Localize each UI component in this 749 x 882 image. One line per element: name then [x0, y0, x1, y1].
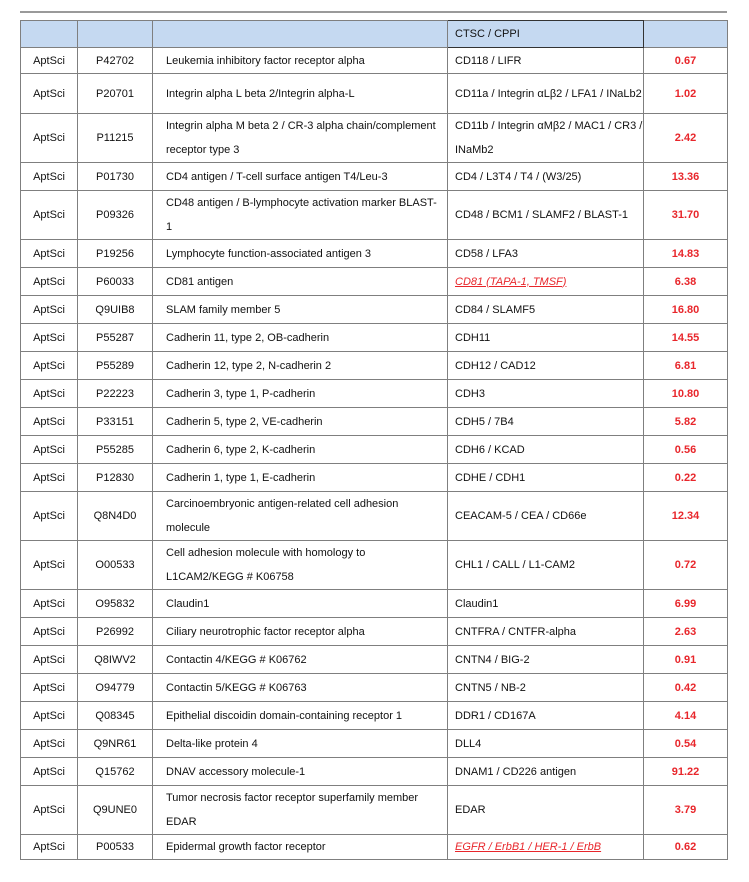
- header-row: [21, 21, 728, 48]
- accession-cell: O95832: [78, 590, 153, 618]
- source-cell: AptSci: [21, 758, 78, 786]
- gene-symbol-cell: EDAR: [448, 786, 644, 835]
- gene-symbol-cell: CDH3: [448, 380, 644, 408]
- value-cell: 4.14: [644, 702, 728, 730]
- value-cell: 1.02: [644, 74, 728, 114]
- table-row: [21, 674, 728, 702]
- value-cell: 6.81: [644, 352, 728, 380]
- gene-symbol-cell: CD11a / Integrin αLβ2 / LFA1 / INaLb2: [448, 74, 644, 114]
- source-cell: AptSci: [21, 674, 78, 702]
- protein-name-cell: Cadherin 12, type 2, N-cadherin 2: [153, 352, 448, 380]
- gene-symbol-cell: CNTN4 / BIG-2: [448, 646, 644, 674]
- source-cell: AptSci: [21, 464, 78, 492]
- top-rule: [20, 11, 727, 13]
- value-cell: 0.91: [644, 646, 728, 674]
- protein-name-cell: Delta-like protein 4: [153, 730, 448, 758]
- protein-name-cell: Integrin alpha M beta 2 / CR-3 alpha chain/complement receptor type 3: [153, 114, 448, 163]
- table-row: [21, 492, 728, 541]
- table-row: [21, 191, 728, 240]
- header-value: [644, 21, 728, 48]
- table-row: [21, 114, 728, 163]
- header-protein-name: [153, 21, 448, 48]
- gene-symbol-cell: DNAM1 / CD226 antigen: [448, 758, 644, 786]
- protein-name-cell: Cadherin 6, type 2, K-cadherin: [153, 436, 448, 464]
- table-row: [21, 730, 728, 758]
- source-cell: AptSci: [21, 835, 78, 860]
- gene-symbol-cell: CDH5 / 7B4: [448, 408, 644, 436]
- table-row: [21, 48, 728, 74]
- gene-symbol-cell: CDHE / CDH1: [448, 464, 644, 492]
- table-row: [21, 541, 728, 590]
- value-cell: 0.67: [644, 48, 728, 74]
- value-cell: 0.42: [644, 674, 728, 702]
- gene-symbol-cell: CD58 / LFA3: [448, 240, 644, 268]
- value-cell: 3.79: [644, 786, 728, 835]
- accession-cell: O94779: [78, 674, 153, 702]
- value-cell: 0.72: [644, 541, 728, 590]
- source-cell: AptSci: [21, 786, 78, 835]
- accession-cell: P00533: [78, 835, 153, 860]
- source-cell: AptSci: [21, 114, 78, 163]
- protein-name-cell: Epithelial discoidin domain-containing receptor 1: [153, 702, 448, 730]
- table-row: [21, 786, 728, 835]
- source-cell: AptSci: [21, 590, 78, 618]
- gene-symbol-cell: CD84 / SLAMF5: [448, 296, 644, 324]
- protein-name-cell: Leukemia inhibitory factor receptor alpha: [153, 48, 448, 74]
- accession-cell: P55287: [78, 324, 153, 352]
- accession-cell: Q9UNE0: [78, 786, 153, 835]
- value-cell: 0.62: [644, 835, 728, 860]
- accession-cell: P01730: [78, 163, 153, 191]
- table-row: [21, 163, 728, 191]
- gene-symbol-cell: [448, 835, 644, 860]
- table-row: [21, 296, 728, 324]
- header-source: [21, 21, 78, 48]
- table-row: [21, 464, 728, 492]
- value-cell: 14.83: [644, 240, 728, 268]
- table-row: [21, 758, 728, 786]
- source-cell: AptSci: [21, 268, 78, 296]
- gene-link[interactable]: EGFR / ErbB1 / HER-1 / ErbB: [455, 841, 602, 853]
- source-cell: AptSci: [21, 408, 78, 436]
- accession-cell: P09326: [78, 191, 153, 240]
- table-row: [21, 590, 728, 618]
- gene-symbol-cell: CD11b / Integrin αMβ2 / MAC1 / CR3 / INaMb2: [448, 114, 644, 163]
- protein-name-cell: Epidermal growth factor receptor: [153, 835, 448, 860]
- source-cell: AptSci: [21, 352, 78, 380]
- table-row: [21, 702, 728, 730]
- gene-symbol-cell: CDH11: [448, 324, 644, 352]
- gene-symbol-cell: DDR1 / CD167A: [448, 702, 644, 730]
- value-cell: 13.36: [644, 163, 728, 191]
- source-cell: AptSci: [21, 730, 78, 758]
- source-cell: AptSci: [21, 163, 78, 191]
- protein-name-cell: CD48 antigen / B-lymphocyte activation marker BLAST-1: [153, 191, 448, 240]
- gene-symbol-cell: CNTFRA / CNTFR-alpha: [448, 618, 644, 646]
- gene-link[interactable]: CD81 (TAPA-1, TMSF): [455, 275, 567, 288]
- source-cell: AptSci: [21, 296, 78, 324]
- accession-cell: P20701: [78, 74, 153, 114]
- accession-cell: P11215: [78, 114, 153, 163]
- protein-name-cell: Integrin alpha L beta 2/Integrin alpha-L: [153, 74, 448, 114]
- gene-symbol-cell: CHL1 / CALL / L1-CAM2: [448, 541, 644, 590]
- source-cell: AptSci: [21, 492, 78, 541]
- accession-cell: P26992: [78, 618, 153, 646]
- source-cell: AptSci: [21, 191, 78, 240]
- protein-name-cell: CD81 antigen: [153, 268, 448, 296]
- table-row: [21, 380, 728, 408]
- source-cell: AptSci: [21, 48, 78, 74]
- table-row: [21, 240, 728, 268]
- protein-name-cell: Cadherin 3, type 1, P-cadherin: [153, 380, 448, 408]
- accession-cell: P55289: [78, 352, 153, 380]
- value-cell: 0.56: [644, 436, 728, 464]
- accession-cell: P42702: [78, 48, 153, 74]
- source-cell: AptSci: [21, 541, 78, 590]
- accession-cell: Q15762: [78, 758, 153, 786]
- source-cell: AptSci: [21, 380, 78, 408]
- source-cell: AptSci: [21, 646, 78, 674]
- table-row: [21, 352, 728, 380]
- value-cell: 5.82: [644, 408, 728, 436]
- table-row: [21, 618, 728, 646]
- value-cell: 2.42: [644, 114, 728, 163]
- gene-symbol-cell: CDH6 / KCAD: [448, 436, 644, 464]
- protein-name-cell: Cadherin 1, type 1, E-cadherin: [153, 464, 448, 492]
- protein-name-cell: DNAV accessory molecule-1: [153, 758, 448, 786]
- value-cell: 12.34: [644, 492, 728, 541]
- accession-cell: P33151: [78, 408, 153, 436]
- protein-name-cell: Lymphocyte function-associated antigen 3: [153, 240, 448, 268]
- protein-name-cell: Cadherin 11, type 2, OB-cadherin: [153, 324, 448, 352]
- accession-cell: P12830: [78, 464, 153, 492]
- gene-symbol-cell: DLL4: [448, 730, 644, 758]
- table-row: [21, 324, 728, 352]
- value-cell: 16.80: [644, 296, 728, 324]
- value-cell: 0.54: [644, 730, 728, 758]
- source-cell: AptSci: [21, 324, 78, 352]
- source-cell: AptSci: [21, 702, 78, 730]
- source-cell: AptSci: [21, 74, 78, 114]
- value-cell: 0.22: [644, 464, 728, 492]
- accession-cell: Q08345: [78, 702, 153, 730]
- protein-name-cell: Contactin 5/KEGG # K06763: [153, 674, 448, 702]
- protein-name-cell: Tumor necrosis factor receptor superfamily member EDAR: [153, 786, 448, 835]
- gene-symbol-cell: CD4 / L3T4 / T4 / (W3/25): [448, 163, 644, 191]
- header-accession: [78, 21, 153, 48]
- gene-symbol-cell: CD48 / BCM1 / SLAMF2 / BLAST-1: [448, 191, 644, 240]
- accession-cell: P60033: [78, 268, 153, 296]
- accession-cell: P22223: [78, 380, 153, 408]
- source-cell: AptSci: [21, 436, 78, 464]
- gene-symbol-cell: CD118 / LIFR: [448, 48, 644, 74]
- protein-name-cell: Ciliary neurotrophic factor receptor alpha: [153, 618, 448, 646]
- table-row: [21, 268, 728, 296]
- table-row: [21, 436, 728, 464]
- gene-symbol-cell: [448, 268, 644, 296]
- table-row: [21, 74, 728, 114]
- protein-name-cell: Cell adhesion molecule with homology to L1CAM2/KEGG # K06758: [153, 541, 448, 590]
- value-cell: 31.70: [644, 191, 728, 240]
- value-cell: 91.22: [644, 758, 728, 786]
- table-row: [21, 646, 728, 674]
- value-cell: 6.99: [644, 590, 728, 618]
- value-cell: 14.55: [644, 324, 728, 352]
- protein-name-cell: Cadherin 5, type 2, VE-cadherin: [153, 408, 448, 436]
- value-cell: 10.80: [644, 380, 728, 408]
- source-cell: AptSci: [21, 240, 78, 268]
- gene-symbol-cell: CDH12 / CAD12: [448, 352, 644, 380]
- accession-cell: O00533: [78, 541, 153, 590]
- gene-symbol-cell: CNTN5 / NB-2: [448, 674, 644, 702]
- table-row: [21, 835, 728, 860]
- gene-symbol-cell: CEACAM-5 / CEA / CD66e: [448, 492, 644, 541]
- protein-name-cell: Claudin1: [153, 590, 448, 618]
- header-gene-cell[interactable]: CTSC / CPPI: [448, 21, 644, 48]
- accession-cell: Q9UIB8: [78, 296, 153, 324]
- protein-name-cell: CD4 antigen / T-cell surface antigen T4/Leu-3: [153, 163, 448, 191]
- accession-cell: P55285: [78, 436, 153, 464]
- value-cell: 6.38: [644, 268, 728, 296]
- source-cell: AptSci: [21, 618, 78, 646]
- value-cell: 2.63: [644, 618, 728, 646]
- table-row: [21, 408, 728, 436]
- protein-name-cell: Contactin 4/KEGG # K06762: [153, 646, 448, 674]
- accession-cell: Q8IWV2: [78, 646, 153, 674]
- protein-table: [20, 20, 728, 860]
- accession-cell: P19256: [78, 240, 153, 268]
- gene-symbol-cell: Claudin1: [448, 590, 644, 618]
- protein-name-cell: Carcinoembryonic antigen-related cell adhesion molecule: [153, 492, 448, 541]
- accession-cell: Q8N4D0: [78, 492, 153, 541]
- protein-name-cell: SLAM family member 5: [153, 296, 448, 324]
- accession-cell: Q9NR61: [78, 730, 153, 758]
